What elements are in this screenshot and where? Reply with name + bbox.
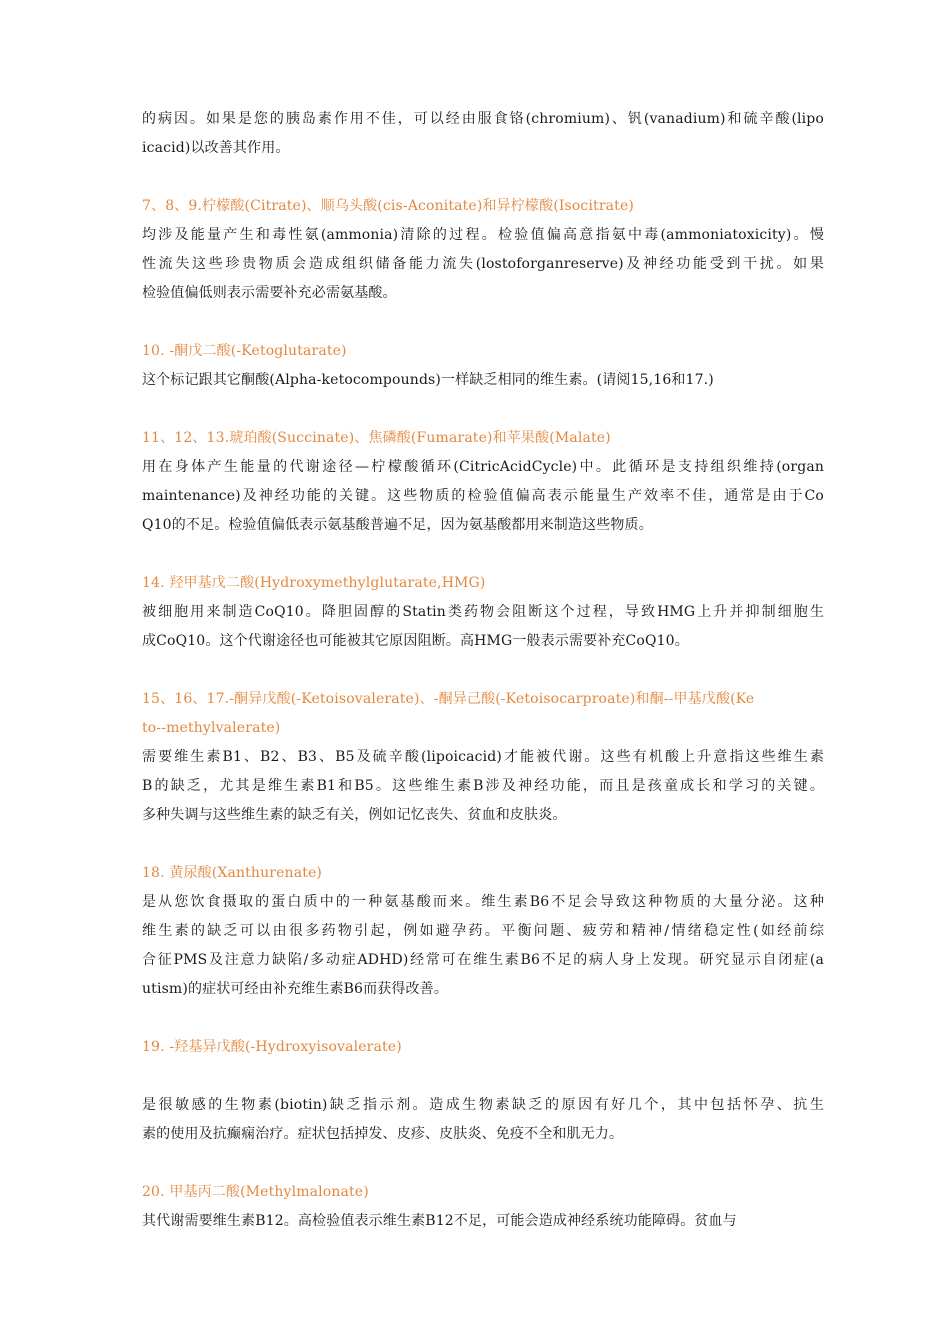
section-heading (142, 685, 824, 743)
text-line: 素的使用及抗癫痫治疗。症状包括掉发、皮疹、皮肤炎、免疫不全和肌无力。 (142, 1126, 624, 1142)
paragraph-spacer (142, 308, 824, 337)
text-line: 成CoQ10。这个代谢途径也可能被其它原因阻断。高HMG一般表示需要补充CoQ10。 (142, 633, 689, 649)
paragraph-spacer (142, 1062, 824, 1091)
heading-line: 19. -羟基异戊酸(-Hydroxyisovalerate) (142, 1039, 402, 1055)
text-line: 其代谢需要维生素B12。高检验值表示维生素B12不足，可能会造成神经系统功能障碍。贫血与 (142, 1213, 737, 1229)
heading-line: 11、12、13.琥珀酸(Succinate)、焦磷酸(Fumarate)和苹果酸(Malate) (142, 430, 611, 446)
heading-line: 7、8、9.柠檬酸(Citrate)、顺乌头酸(cis-Aconitate)和异柠檬酸(Isocitrate) (142, 198, 634, 214)
paragraph (142, 453, 824, 540)
section-heading (142, 1178, 824, 1207)
text-line: icacid)以改善其作用。 (142, 140, 290, 156)
heading-line: 14. 羟甲基戊二酸(Hydroxymethylglutarate,HMG) (142, 575, 486, 591)
paragraph-spacer (142, 540, 824, 569)
text-line: Q10的不足。检验值偏低表示氨基酸普遍不足，因为氨基酸都用来制造这些物质。 (142, 517, 653, 533)
paragraph (142, 888, 824, 1004)
text-line: maintenance)及神经功能的关键。这些物质的检验值偏高表示能量生产效率不佳，通常是由于Co (142, 488, 824, 504)
text-line: 用在身体产生能量的代谢途径—柠檬酸循环(CitricAcidCycle)中。此循环是支持组织维持(organ (142, 459, 824, 475)
paragraph-spacer (142, 1004, 824, 1033)
paragraph (142, 1091, 824, 1149)
text-line: 维生素的缺乏可以由很多药物引起，例如避孕药。平衡问题、疲劳和精神/情绪稳定性(如经前综 (142, 923, 824, 939)
text-line: 是从您饮食摄取的蛋白质中的一种氨基酸而来。维生素B6不足会导致这种物质的大量分泌。这种 (142, 894, 824, 910)
paragraph (142, 221, 824, 308)
heading-line: to--methylvalerate) (142, 720, 281, 736)
paragraph (142, 366, 824, 395)
text-line: 多种失调与这些维生素的缺乏有关，例如记忆丧失、贫血和皮肤炎。 (142, 807, 567, 823)
paragraph (142, 105, 824, 163)
section-heading (142, 569, 824, 598)
section-heading (142, 337, 824, 366)
text-line: 检验值偏低则表示需要补充必需氨基酸。 (142, 285, 397, 301)
text-line: 均涉及能量产生和毒性氨(ammonia)清除的过程。检验值偏高意指氨中毒(ammoniatoxicity)。慢 (142, 227, 824, 243)
document-body (142, 105, 824, 1236)
paragraph (142, 1207, 824, 1236)
paragraph-spacer (142, 395, 824, 424)
paragraph-spacer (142, 830, 824, 859)
text-line: 的病因。如果是您的胰岛素作用不佳，可以经由服食铬(chromium)、钒(vanadium)和硫辛酸(lipo (142, 111, 824, 127)
text-line: 被细胞用来制造CoQ10。降胆固醇的Statin类药物会阻断这个过程，导致HMG上升并抑制细胞生 (142, 604, 824, 620)
text-line: 是很敏感的生物素(biotin)缺乏指示剂。造成生物素缺乏的原因有好几个，其中包括怀孕、抗生 (142, 1097, 824, 1113)
paragraph (142, 743, 824, 830)
heading-line: 18. 黄尿酸(Xanthurenate) (142, 865, 323, 881)
paragraph-spacer (142, 1149, 824, 1178)
heading-line: 10. -酮戊二酸(-Ketoglutarate) (142, 343, 347, 359)
section-heading (142, 1033, 824, 1062)
heading-line: 15、16、17.-酮异戊酸(-Ketoisovalerate)、-酮异己酸(-Ketoisocarproate)和酮--甲基戊酸(Ke (142, 691, 755, 707)
text-line: 合征PMS及注意力缺陷/多动症ADHD)经常可在维生素B6不足的病人身上发现。研究显示自闭症(a (142, 952, 824, 968)
paragraph-spacer (142, 163, 824, 192)
section-heading (142, 192, 824, 221)
text-line: B的缺乏，尤其是维生素B1和B5。这些维生素B涉及神经功能，而且是孩童成长和学习的关键。 (142, 778, 824, 794)
section-heading (142, 859, 824, 888)
paragraph-spacer (142, 656, 824, 685)
heading-line: 20. 甲基丙二酸(Methylmalonate) (142, 1184, 369, 1200)
text-line: 性流失这些珍贵物质会造成组织储备能力流失(lostoforganreserve)及神经功能受到干扰。如果 (142, 256, 824, 272)
text-line: 这个标记跟其它酮酸(Alpha-ketocompounds)一样缺乏相同的维生素。(请阅15,16和17.) (142, 372, 714, 388)
section-heading (142, 424, 824, 453)
text-line: utism)的症状可经由补充维生素B6而获得改善。 (142, 981, 448, 997)
paragraph (142, 598, 824, 656)
text-line: 需要维生素B1、B2、B3、B5及硫辛酸(lipoicacid)才能被代谢。这些有机酸上升意指这些维生素 (142, 749, 824, 765)
